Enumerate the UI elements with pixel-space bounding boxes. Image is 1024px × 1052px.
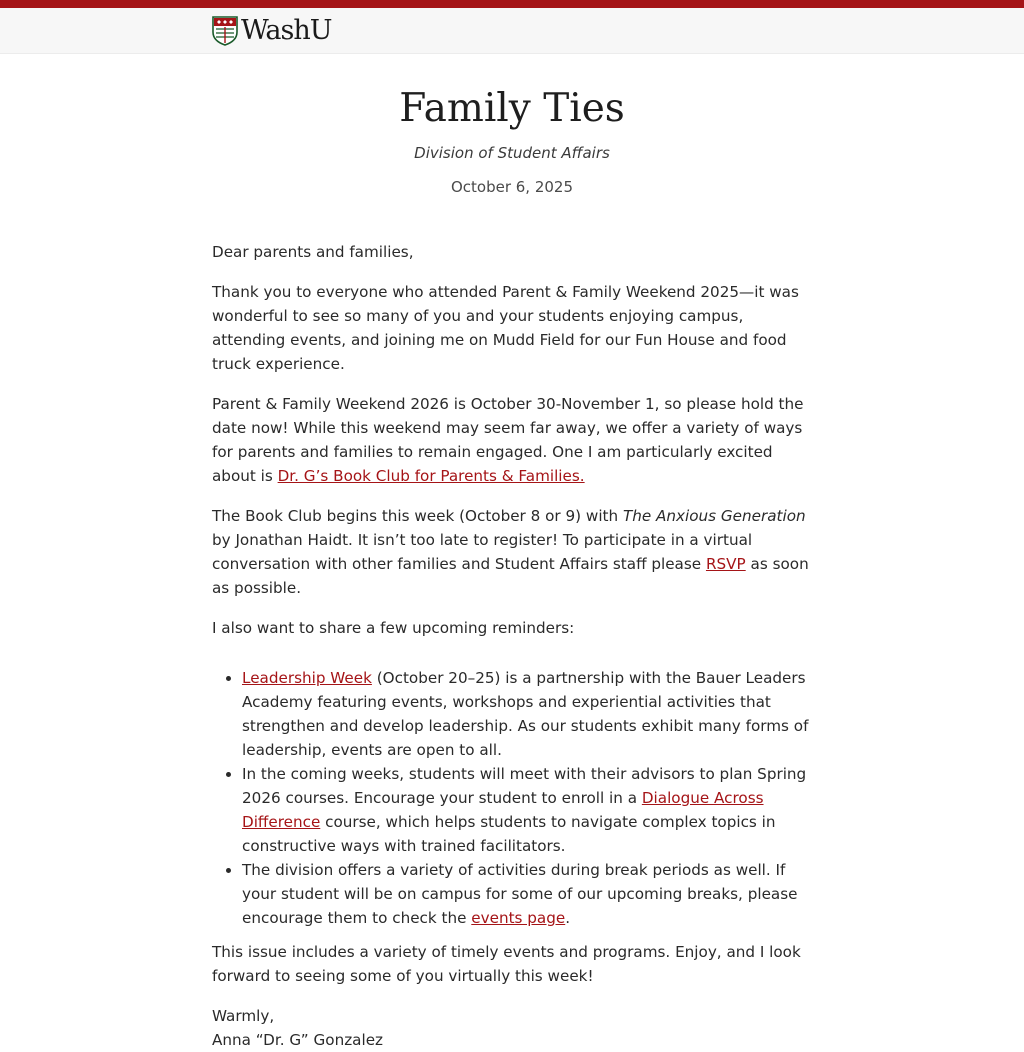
paragraph-text: by Jonathan Haidt. It isn’t too late to register! To participate in a virtual conversation with other families and Student Affairs staff please bbox=[212, 531, 753, 573]
paragraph-reminders-intro: I also want to share a few upcoming reminders: bbox=[212, 619, 575, 637]
paragraph-text: as soon as possible. bbox=[212, 555, 809, 597]
shield-icon bbox=[212, 16, 238, 46]
rsvp-link[interactable]: RSVP bbox=[705, 555, 746, 573]
list-item-text: (October 20–25) is a partnership with the Bauer Leaders Academy featuring events, workshops and experiential activities that strengthen and develop leadership. As our students exhibit many forms of leadership, events are open to all. bbox=[242, 669, 809, 759]
paragraph-weekend-2026 bbox=[212, 392, 818, 488]
book-club-link[interactable]: Dr. G’s Book Club for Parents & Families. bbox=[277, 467, 585, 485]
page-title: Family Ties bbox=[399, 86, 625, 131]
book-title: The Anxious Generation bbox=[622, 507, 806, 525]
logo-wordmark: WashU bbox=[241, 15, 332, 46]
paragraph-text: The Book Club begins this week (October 8 or 9) with bbox=[212, 507, 623, 525]
list-item bbox=[242, 858, 818, 930]
letter-body bbox=[212, 240, 818, 1052]
list-item-text: In the coming weeks, students will meet with their advisors to plan Spring 2026 courses. Encourage your student to enroll in a bbox=[242, 765, 807, 807]
issue-date: October 6, 2025 bbox=[450, 178, 574, 196]
reminders-list bbox=[212, 666, 818, 930]
washu-logo[interactable] bbox=[212, 16, 332, 46]
paragraph-text: Parent & Family Weekend 2026 is October 30-November 1, so please hold the date now! While this weekend may seem far away, we offer a variety of ways for parents and families to remain engaged. One I am particularly excited about is bbox=[212, 395, 804, 485]
top-accent-bar bbox=[0, 0, 1024, 8]
list-item-text: course, which helps students to navigate complex topics in constructive ways with trained facilitators. bbox=[242, 813, 776, 855]
events-page-link[interactable]: events page bbox=[471, 909, 566, 927]
closing-salutation: Warmly, bbox=[212, 1007, 275, 1025]
header-bar bbox=[0, 8, 1024, 54]
list-item bbox=[242, 762, 818, 858]
list-item bbox=[242, 666, 818, 762]
list-item-text: The division offers a variety of activities during break periods as well. If your student will be on campus for some of our upcoming breaks, please encourage them to check the bbox=[242, 861, 798, 927]
greeting: Dear parents and families, bbox=[212, 243, 414, 261]
dialogue-across-difference-link[interactable]: Dialogue Across Difference bbox=[242, 789, 764, 831]
paragraph-closing: This issue includes a variety of timely events and programs. Enjoy, and I look forward to seeing some of you virtually this week! bbox=[212, 943, 801, 985]
paragraph-book-club bbox=[212, 504, 818, 600]
newsletter-masthead bbox=[0, 84, 1024, 198]
division-subtitle: Division of Student Affairs bbox=[414, 144, 610, 162]
signature-name: Anna “Dr. G” Gonzalez bbox=[212, 1031, 384, 1049]
paragraph-thank-you: Thank you to everyone who attended Parent & Family Weekend 2025—it was wonderful to see so many of you and your students enjoying campus, attending events, and joining me on Mudd Field for our Fun House and food truck experience. bbox=[212, 283, 799, 373]
list-item-text: . bbox=[565, 909, 571, 927]
leadership-week-link[interactable]: Leadership Week bbox=[242, 669, 372, 687]
